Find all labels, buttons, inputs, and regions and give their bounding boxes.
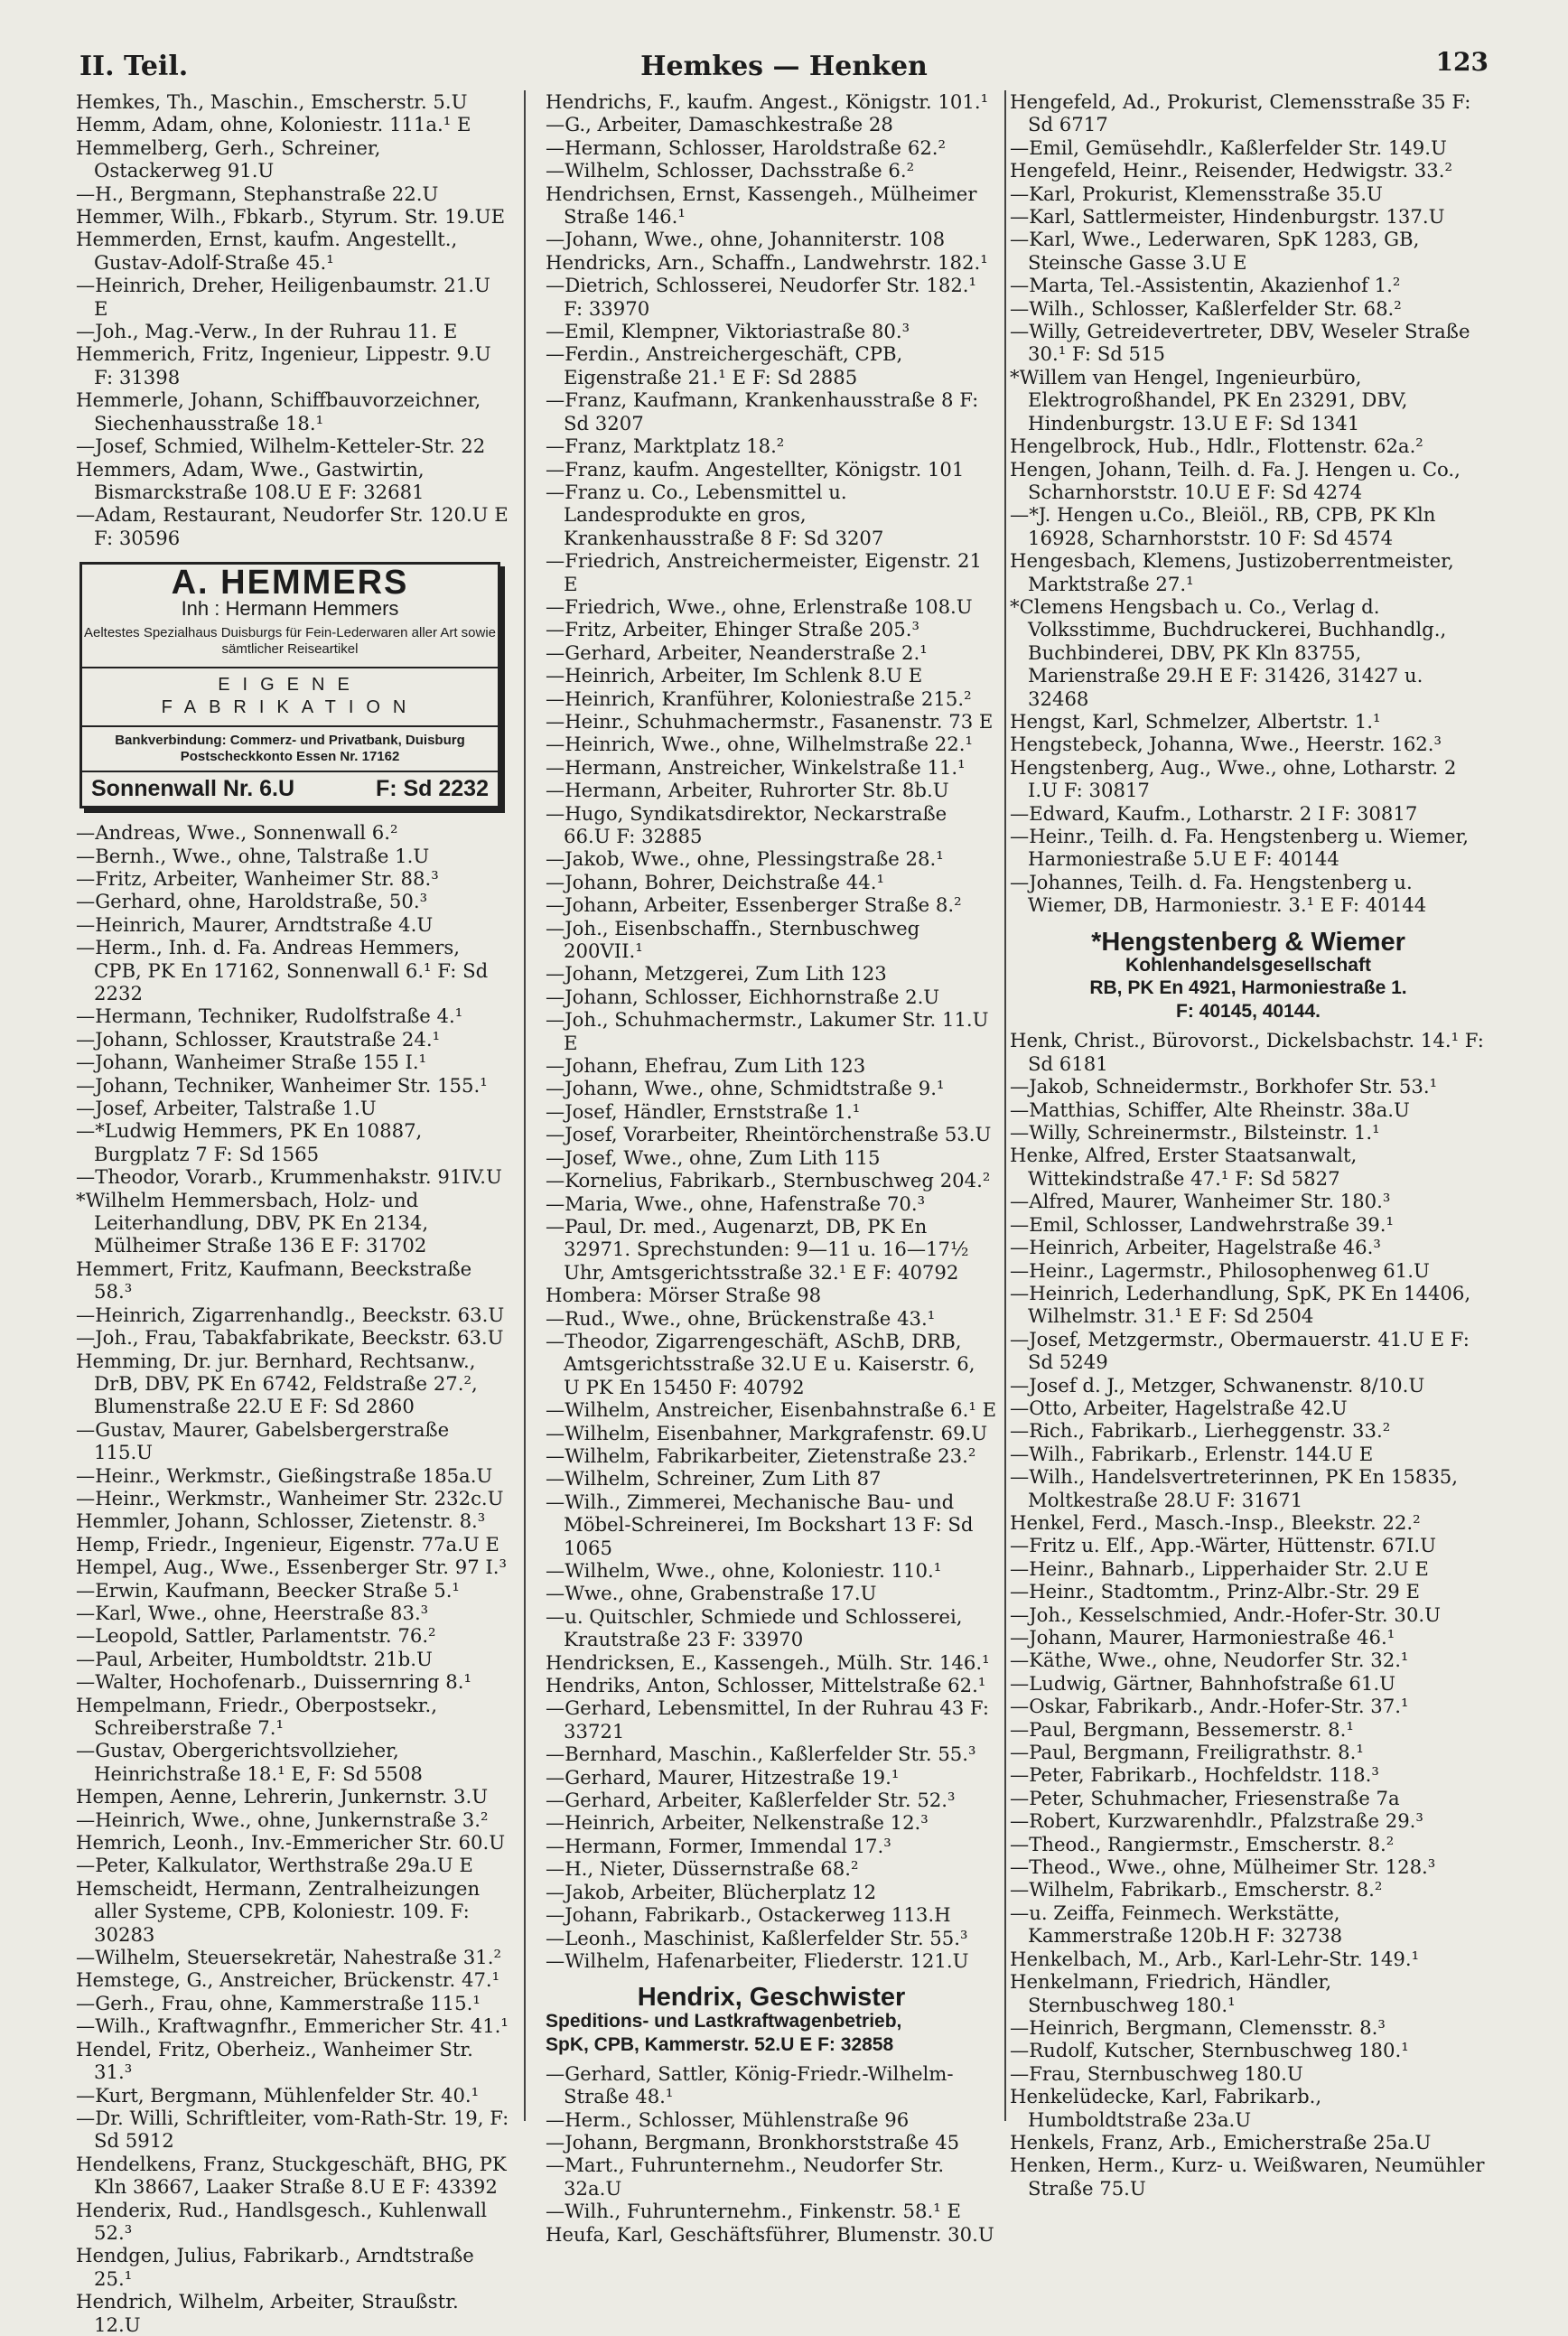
directory-entry: —Wilhelm, Anstreicher, Eisenbahnstraße 6.¹ E <box>546 1398 997 1422</box>
ad-phone: F: Sd 2232 <box>375 775 489 801</box>
directory-entry: —Rich., Fabrikarb., Lierheggenstr. 33.² <box>1010 1419 1391 1443</box>
directory-entry: —Wwe., ohne, Grabenstraße 17.U <box>546 1582 877 1605</box>
directory-entry: —Wilhelm, Fabrikarbeiter, Zietenstraße 23.² <box>546 1444 976 1467</box>
directory-entry: —Josef, Arbeiter, Talstraße 1.U <box>76 1097 377 1120</box>
ad-bank: Bankverbindung: Commerz- und Privatbank, Duisburg Postscheckkonto Essen Nr. 17162 <box>82 727 498 772</box>
directory-entry: —Käthe, Wwe., ohne, Neudorfer Str. 32.¹ <box>1010 1649 1409 1672</box>
directory-entry: —Hermann, Schlosser, Haroldstraße 62.² <box>546 135 947 159</box>
directory-entry: Hemp, Friedr., Ingenieur, Eigenstr. 77a.U E <box>76 1532 499 1556</box>
directory-entry: —Josef, Schmied, Wilhelm-Ketteler-Str. 22 <box>76 434 486 458</box>
directory-entry: Hemscheidt, Hermann, Zentralheizungen aller Systeme, CPB, Koloniestr. 109. F: 30283 <box>76 1876 481 1946</box>
directory-entry: Heufa, Karl, Geschäftsführer, Blumenstr. 30.U <box>546 2222 994 2246</box>
directory-entry: —Gustav, Maurer, Gabelsbergerstraße 115.U <box>76 1417 450 1464</box>
directory-entry: —Maria, Wwe., ohne, Hafenstraße 70.³ <box>546 1191 926 1215</box>
directory-entry: —G., Arbeiter, Damaschkestraße 28 <box>546 113 893 136</box>
directory-entry: —Theod., Rangiermstr., Emscherstr. 8.² <box>1010 1832 1395 1855</box>
directory-entry: Henk, Christ., Bürovorst., Dickelsbachstr. 14.¹ F: Sd 6181 <box>1010 1029 1484 1075</box>
directory-entry: —Willy, Getreidevertreter, DBV, Weseler Straße 30.¹ F: Sd 515 <box>1010 320 1470 366</box>
directory-entry: —Dr. Willi, Schriftleiter, vom-Rath-Str. 19, F: Sd 5912 <box>76 2106 509 2153</box>
directory-entry: —Ferdin., Anstreichergeschäft, CPB, Eigenstraße 21.¹ E F: Sd 2885 <box>546 342 903 388</box>
directory-entry: Hempelmann, Friedr., Oberpostsekr., Schreiberstraße 7.¹ <box>76 1693 438 1739</box>
directory-entry: Hengstenberg, Aug., Wwe., ohne, Lotharstr. 2 I.U F: 30817 <box>1010 755 1457 802</box>
directory-entry: —Johann, Wwe., ohne, Schmidtstraße 9.¹ <box>546 1077 945 1100</box>
column-1 <box>76 90 509 2336</box>
directory-entry: —Joh., Eisenbschaffn., Sternbuschweg 200VII.¹ <box>546 916 920 963</box>
directory-entry: —Heinr., Schuhmachermstr., Fasanenstr. 73 E <box>546 709 994 733</box>
directory-entry: Hemkes, Th., Maschin., Emscherstr. 5.U <box>76 90 468 113</box>
directory-entry: Hendrichs, F., kaufm. Angest., Königstr. 101.¹ <box>546 90 989 113</box>
directory-entry: Henderix, Rud., Handlsgesch., Kuhlenwall 52.³ <box>76 2198 488 2244</box>
directory-entry: —Paul, Arbeiter, Humboldtstr. 21b.U <box>76 1647 433 1670</box>
directory-entry: —Wilh., Handelsvertreterinnen, PK En 15835, Moltkestraße 28.U F: 31671 <box>1010 1465 1459 1511</box>
directory-entry: —Ludwig, Gärtner, Bahnhofstraße 61.U <box>1010 1671 1395 1695</box>
directory-entry: —Gerhard, Maurer, Hitzestraße 19.¹ <box>546 1765 900 1789</box>
directory-entry: —Leopold, Sattler, Parlamentstr. 76.² <box>76 1624 436 1648</box>
directory-entry: —Heinr., Werkmstr., Wanheimer Str. 232c.U <box>76 1486 504 1509</box>
page-header <box>79 47 1489 87</box>
directory-entry: Hengesbach, Klemens, Justizoberrentmeister, Marktstraße 27.¹ <box>1010 549 1454 595</box>
directory-entry: —Jakob, Wwe., ohne, Plessingstraße 28.¹ <box>546 847 944 871</box>
ad-fabrication: EIGENE FABRIKATION <box>82 667 498 727</box>
directory-entry: Hendricksen, E., Kassengeh., Mülh. Str. 146.¹ <box>546 1650 990 1674</box>
directory-entry: Hemmers, Adam, Wwe., Gastwirtin, Bismarckstraße 108.U E F: 32681 <box>76 457 425 503</box>
directory-entry: *Wilhelm Hemmersbach, Holz- und Leiterhandlung, DBV, PK En 2134, Mülheimer Straße 136 E F: 31702 <box>76 1188 429 1257</box>
directory-entry: —Franz, Marktplatz 18.² <box>546 434 785 458</box>
ad-address: Sonnenwall Nr. 6.U <box>91 775 295 801</box>
directory-entry: —Franz, kaufm. Angestellter, Königstr. 101 <box>546 457 965 481</box>
directory-entry: Hemmler, Johann, Schlosser, Zietenstr. 8.³ <box>76 1509 486 1533</box>
directory-entry: Hemmer, Wilh., Fbkarb., Styrum. Str. 19.UE <box>76 205 506 229</box>
directory-entry: —Heinrich, Kranführer, Koloniestraße 215.² <box>546 687 972 710</box>
directory-entry: —Marta, Tel.-Assistentin, Akazienhof 1.² <box>1010 274 1401 297</box>
directory-entry: —Gerh., Frau, ohne, Kammerstraße 115.¹ <box>76 1991 481 2014</box>
directory-entry: Henken, Herm., Kurz- u. Weißwaren, Neumühler Straße 75.U <box>1010 2154 1485 2200</box>
hendrix-line: SpK, CPB, Kammerstr. 52.U E F: 32858 <box>546 2033 894 2055</box>
directory-entry: —Wilhelm, Schreiner, Zum Lith 87 <box>546 1467 882 1490</box>
directory-entry: Henke, Alfred, Erster Staatsanwalt, Wittekindstraße 47.¹ F: Sd 5827 <box>1010 1144 1358 1190</box>
directory-entry: —Wilh., Kraftwagnfhr., Emmericher Str. 41.¹ <box>76 2014 509 2038</box>
directory-entry: —Willy, Schreinermstr., Bilsteinstr. 1.¹ <box>1010 1121 1380 1145</box>
directory-entry: —Bernh., Wwe., ohne, Talstraße 1.U <box>76 844 430 867</box>
ad-company-name: A. HEMMERS <box>171 564 409 603</box>
directory-entry: —Emil, Klempner, Viktoriastraße 80.³ <box>546 320 910 343</box>
directory-entry: —Joh., Kesselschmied, Andr.-Hofer-Str. 30.U <box>1010 1602 1441 1626</box>
directory-entry: —Jakob, Schneidermstr., Borkhofer Str. 53.¹ <box>1010 1075 1438 1098</box>
directory-entry: Hengstebeck, Johanna, Wwe., Heerstr. 162.³ <box>1010 733 1442 756</box>
directory-entry: —Jakob, Arbeiter, Blücherplatz 12 <box>546 1880 877 1903</box>
directory-entry: —Karl, Wwe., ohne, Heerstraße 83.³ <box>76 1601 429 1624</box>
directory-entry: —Wilhelm, Hafenarbeiter, Fliederstr. 121.U <box>546 1948 969 1972</box>
directory-entry: —Wilhelm, Steuersekretär, Nahestraße 31.² <box>76 1946 501 1969</box>
directory-entry: —Theodor, Vorarb., Krummenhakstr. 91IV.U <box>76 1165 502 1189</box>
directory-entry: —Johann, Bergmann, Bronkhorststraße 45 <box>546 2130 960 2154</box>
directory-entry: —Wilh., Zimmerei, Mechanische Bau- und Möbel-Schreinerei, Im Bockshart 13 F: Sd 1065 <box>546 1490 974 1559</box>
directory-entry: Hemrich, Leonh., Inv.-Emmericher Str. 60.U <box>76 1831 506 1855</box>
directory-entry: —*J. Hengen u.Co., Bleiöl., RB, CPB, PK Kln 16928, Scharnhorststr. 10 F: Sd 4574 <box>1010 503 1436 549</box>
directory-entry: Hemmerich, Fritz, Ingenieur, Lippestr. 9.U F: 31398 <box>76 342 491 388</box>
directory-entry: —Wilhelm, Fabrikarb., Emscherstr. 8.² <box>1010 1878 1383 1902</box>
directory-entry: —Heinrich, Wwe., ohne, Junkernstraße 3.² <box>76 1808 489 1831</box>
directory-entry: Hemmert, Fritz, Kaufmann, Beeckstraße 58.³ <box>76 1257 472 1303</box>
directory-entry: —Gustav, Obergerichtsvollzieher, Heinrichstraße 18.¹ E, F: Sd 5508 <box>76 1739 423 1785</box>
directory-entry: —Erwin, Kaufmann, Beecker Straße 5.¹ <box>76 1578 460 1602</box>
directory-entry: —Kurt, Bergmann, Mühlenfelder Str. 40.¹ <box>76 2083 480 2107</box>
directory-entry: —Wilhelm, Eisenbahner, Markgrafenstr. 69.U <box>546 1421 988 1444</box>
hendrix-line: Speditions- und Lastkraftwagenbetrieb, <box>546 2010 902 2032</box>
hengstenberg-line: F: 40145, 40144. <box>1176 1001 1321 1023</box>
directory-entry: —Gerhard, Sattler, König-Friedr.-Wilhelm-Straße 48.¹ <box>546 2061 954 2108</box>
directory-entry: —Johann, Fabrikarb., Ostackerweg 113.H <box>546 1903 951 1927</box>
directory-entry: —Heinr., Stadtomtm., Prinz-Albr.-Str. 29 E <box>1010 1580 1420 1603</box>
ad-owner: Inh : Hermann Hemmers <box>181 596 399 620</box>
directory-entry: *Clemens Hengsbach u. Co., Verlag d. Volksstimme, Buchdruckerei, Buchhandlg., Buchbinderei, DBV, PK Kln 83755, Marienstraße 29.H E F: 31426, 31427 u. 32468 <box>1010 594 1447 710</box>
directory-entry: —Leonh., Maschinist, Kaßlerfelder Str. 55.³ <box>546 1926 968 1949</box>
directory-entry: —Johann, Wanheimer Straße 155 I.¹ <box>76 1051 427 1074</box>
directory-entry: —Hermann, Arbeiter, Ruhrorter Str. 8b.U <box>546 779 949 802</box>
directory-entry: —Joh., Schuhmachermstr., Lakumer Str. 11.U E <box>546 1008 989 1054</box>
directory-entry: Hendel, Fritz, Oberheiz., Wanheimer Str. 31.³ <box>76 2037 473 2084</box>
directory-entry: —Hermann, Techniker, Rudolfstraße 4.¹ <box>76 1004 463 1028</box>
directory-entry: —Kornelius, Fabrikarb., Sternbuschweg 204.² <box>546 1169 991 1192</box>
directory-entry: Hendgen, Julius, Fabrikarb., Arndtstraße 25.¹ <box>76 2244 474 2290</box>
directory-entry: —Peter, Kalkulator, Werthstraße 29a.U E <box>76 1854 473 1877</box>
ad-specialty: Aeltestes Spezialhaus Duisburgs für Fein-Lederwaren aller Art sowie sämtlicher Reiseartikel <box>83 624 497 657</box>
directory-entry: Hendriks, Anton, Schlosser, Mittelstraße 62.¹ <box>546 1674 986 1697</box>
directory-entry: —Edward, Kaufm., Lotharstr. 2 I F: 30817 <box>1010 801 1418 825</box>
directory-entry: —Franz, Kaufmann, Krankenhausstraße 8 F: Sd 3207 <box>546 388 979 434</box>
directory-entry: —Peter, Schuhmacher, Friesenstraße 7a <box>1010 1786 1400 1809</box>
directory-entry: —Wilh., Fuhrunternehm., Finkenstr. 58.¹ E <box>546 2200 961 2223</box>
directory-entry: —Heinrich, Maurer, Arndtstraße 4.U <box>76 912 434 936</box>
directory-entry: Hendelkens, Franz, Stuckgeschäft, BHG, PK Kln 38667, Laaker Straße 8.U E F: 43392 <box>76 2152 507 2199</box>
directory-entry: —Paul, Dr. med., Augenarzt, DB, PK En 32971. Sprechstunden: 9—11 u. 16—17½ Uhr, Amtsgerichtsstraße 32.¹ E F: 40792 <box>546 1214 969 1284</box>
directory-entry: —Franz u. Co., Lebensmittel u. Landesprodukte en gros, Krankenhausstraße 8 F: Sd 3207 <box>546 480 884 549</box>
directory-entry: —Wilh., Schlosser, Kaßlerfelder Str. 68.² <box>1010 296 1402 320</box>
directory-entry: —Fritz, Arbeiter, Wanheimer Str. 88.³ <box>76 866 439 890</box>
directory-entry: Hendricks, Arn., Schaffn., Landwehrstr. 182.¹ <box>546 250 988 274</box>
directory-entry: —Karl, Sattlermeister, Hindenburgstr. 137.U <box>1010 205 1445 229</box>
directory-entry: Hemstege, G., Anstreicher, Brückenstr. 47.¹ <box>76 1968 500 1992</box>
column-2 <box>546 90 997 2246</box>
directory-entry: —Paul, Bergmann, Freiligrathstr. 8.¹ <box>1010 1741 1364 1764</box>
directory-entry: Henkelbach, M., Arb., Karl-Lehr-Str. 149.¹ <box>1010 1947 1420 1970</box>
directory-entry: —Heinrich, Wwe., ohne, Wilhelmstraße 22.¹ <box>546 733 973 756</box>
directory-entry: —Wilhelm, Schlosser, Dachsstraße 6.² <box>546 159 915 182</box>
directory-entry: —Johann, Metzgerei, Zum Lith 123 <box>546 962 887 986</box>
directory-entry: —Paul, Bergmann, Bessemerstr. 8.¹ <box>1010 1717 1354 1741</box>
directory-entry: —Joh., Frau, Tabakfabrikate, Beeckstr. 63.U <box>76 1326 504 1350</box>
directory-entry: —Johannes, Teilh. d. Fa. Hengstenberg u. Wiemer, DB, Harmoniestr. 3.¹ E F: 40144 <box>1010 870 1427 917</box>
directory-entry: —u. Quitschler, Schmiede und Schlosserei, Krautstraße 23 F: 33970 <box>546 1604 963 1651</box>
running-title: Hemkes — Henken <box>640 51 928 82</box>
directory-entry: —Emil, Schlosser, Landwehrstraße 39.¹ <box>1010 1212 1395 1236</box>
directory-entry: —Heinrich, Arbeiter, Hagelstraße 46.³ <box>1010 1236 1381 1259</box>
hendrix-listing <box>546 1983 997 2056</box>
directory-entry: —Joh., Mag.-Verw., In der Ruhrau 11. E <box>76 320 458 343</box>
directory-entry: Henkels, Franz, Arb., Emicherstraße 25a.U <box>1010 2130 1432 2154</box>
directory-entry: —Alfred, Maurer, Wanheimer Str. 180.³ <box>1010 1190 1391 1213</box>
directory-entry: —Wilhelm, Wwe., ohne, Koloniestr. 110.¹ <box>546 1559 942 1582</box>
directory-entry: Hombera: Mörser Straße 98 <box>546 1284 822 1307</box>
directory-entry: Hempen, Aenne, Lehrerin, Junkernstr. 3.U <box>76 1785 489 1808</box>
directory-entry: Henkel, Ferd., Masch.-Insp., Bleekstr. 22.² <box>1010 1510 1421 1534</box>
directory-entry: —Oskar, Fabrikarb., Andr.-Hofer-Str. 37.¹ <box>1010 1695 1409 1718</box>
directory-entry: —H., Bergmann, Stephanstraße 22.U <box>76 182 439 205</box>
directory-entry: Henkelüdecke, Karl, Fabrikarb., Humboldtstraße 23a.U <box>1010 2085 1322 2131</box>
directory-entry: —Heinr., Werkmstr., Gießingstraße 185a.U <box>76 1463 493 1487</box>
directory-entry: —Heinrich, Arbeiter, Nelkenstraße 12.³ <box>546 1811 929 1835</box>
directory-entry: —Herm., Schlosser, Mühlenstraße 96 <box>546 2107 910 2131</box>
hengstenberg-title: *Hengstenberg & Wiemer <box>1091 927 1405 957</box>
directory-entry: —Fritz, Arbeiter, Ehinger Straße 205.³ <box>546 618 919 641</box>
directory-entry: Hengelbrock, Hub., Hdlr., Flottenstr. 62a.² <box>1010 434 1423 458</box>
directory-entry: —Hermann, Former, Immendal 17.³ <box>546 1834 891 1857</box>
directory-entry: —Karl, Prokurist, Klemensstraße 35.U <box>1010 182 1383 205</box>
directory-entry: —Gerhard, Arbeiter, Neanderstraße 2.¹ <box>546 640 928 664</box>
directory-entry: —Johann, Arbeiter, Essenberger Straße 8.² <box>546 893 962 917</box>
directory-entry: —Otto, Arbeiter, Hagelstraße 42.U <box>1010 1396 1348 1419</box>
directory-entry: —Frau, Sternbuschweg 180.U <box>1010 2061 1303 2085</box>
directory-entry: Hengen, Johann, Teilh. d. Fa. J. Hengen u. Co., Scharnhorststr. 10.U E F: Sd 4274 <box>1010 457 1461 503</box>
directory-entry: —Johann, Techniker, Wanheimer Str. 155.¹ <box>76 1073 488 1097</box>
directory-entry: —Heinrich, Zigarrenhandlg., Beeckstr. 63.U <box>76 1303 505 1326</box>
directory-entry: Henkelmann, Friedrich, Händler, Sternbuschweg 180.¹ <box>1010 1970 1332 2016</box>
directory-entry: Hemming, Dr. jur. Bernhard, Rechtsanw., DrB, DBV, PK En 6742, Feldstraße 27.², Blumenstraße 22.U E F: Sd 2860 <box>76 1349 478 1418</box>
directory-entry: —Walter, Hochofenarb., Duissernring 8.¹ <box>76 1670 471 1694</box>
directory-entry: Hempel, Aug., Wwe., Essenberger Str. 97 I.³ <box>76 1556 508 1579</box>
directory-entry: —Johann, Ehefrau, Zum Lith 123 <box>546 1054 866 1078</box>
page-number: 123 <box>1435 47 1489 77</box>
directory-entry: —Heinrich, Lederhandlung, SpK, PK En 14406, Wilhelmstr. 31.¹ E F: Sd 2504 <box>1010 1281 1471 1328</box>
hengstenberg-subtitle: Kohlenhandelsgesellschaft <box>1125 955 1371 976</box>
directory-entry: —Rud., Wwe., ohne, Brückenstraße 43.¹ <box>546 1306 936 1330</box>
directory-entry: —*Ludwig Hemmers, PK En 10887, Burgplatz 7 F: Sd 1565 <box>76 1119 423 1165</box>
directory-entry: —u. Zeiffa, Feinmech. Werkstätte, Kammerstraße 120b.H F: 32738 <box>1010 1901 1343 1948</box>
directory-entry: —Andreas, Wwe., Sonnenwall 6.² <box>76 821 398 845</box>
hemmers-advertisement <box>79 562 500 808</box>
column-3 <box>1010 90 1487 2200</box>
directory-entry: —Johann, Schlosser, Krautstraße 24.¹ <box>76 1027 441 1051</box>
directory-entry: —Gerhard, ohne, Haroldstraße, 50.³ <box>76 890 428 913</box>
directory-entry: —Theodor, Zigarrengeschäft, ASchB, DRB, Amtsgerichtsstraße 32.U E u. Kaiserstr. 6, U PK En 15450 F: 40792 <box>546 1329 975 1398</box>
directory-entry: —Matthias, Schiffer, Alte Rheinstr. 38a.U <box>1010 1098 1410 1121</box>
directory-entry: Hengst, Karl, Schmelzer, Albertstr. 1.¹ <box>1010 709 1381 733</box>
directory-entry: —Josef, Wwe., ohne, Zum Lith 115 <box>546 1145 881 1169</box>
directory-entry: —Bernhard, Maschin., Kaßlerfelder Str. 55.³ <box>546 1743 976 1766</box>
directory-entry: —Robert, Kurzwarenhdlr., Pfalzstraße 29.³ <box>1010 1809 1423 1833</box>
directory-entry: Hemmerle, Johann, Schiffbauvorzeichner, Siechenhausstraße 18.¹ <box>76 388 481 434</box>
directory-entry: —Josef, Vorarbeiter, Rheintörchenstraße 53.U <box>546 1123 992 1146</box>
directory-entry: Hendrich, Wilhelm, Arbeiter, Straußstr. 12.U <box>76 2290 459 2336</box>
directory-entry: —Josef, Händler, Ernststraße 1.¹ <box>546 1099 861 1123</box>
directory-entry: —Adam, Restaurant, Neudorfer Str. 120.U E F: 30596 <box>76 503 509 549</box>
directory-entry: —Herm., Inh. d. Fa. Andreas Hemmers, CPB, PK En 17162, Sonnenwall 6.¹ F: Sd 2232 <box>76 936 489 1004</box>
directory-entry: Hengefeld, Heinr., Reisender, Hedwigstr. 33.² <box>1010 159 1452 182</box>
directory-entry: —Friedrich, Anstreichermeister, Eigenstr. 21 E <box>546 549 982 595</box>
directory-entry: —Heinr., Teilh. d. Fa. Hengstenberg u. Wiemer, Harmoniestraße 5.U E F: 40144 <box>1010 825 1470 871</box>
directory-entry: *Willem van Hengel, Ingenieurbüro, Elektrogroßhandel, PK En 23291, DBV, Hindenburgstr. 13.U E F: Sd 1341 <box>1010 365 1408 434</box>
directory-entry: —Peter, Fabrikarb., Hochfeldstr. 118.³ <box>1010 1763 1379 1787</box>
directory-entry: Hemmerden, Ernst, kaufm. Angestellt., Gustav-Adolf-Straße 45.¹ <box>76 228 458 274</box>
directory-entry: —Johann, Bohrer, Deichstraße 44.¹ <box>546 870 884 893</box>
directory-entry: —Dietrich, Schlosserei, Neudorfer Str. 182.¹ F: 33970 <box>546 274 977 320</box>
directory-entry: —Emil, Gemüsehdlr., Kaßlerfelder Str. 149.U <box>1010 135 1447 159</box>
directory-entry: —Fritz u. Elf., App.-Wärter, Hüttenstr. 67I.U <box>1010 1534 1436 1557</box>
directory-entry: —Johann, Schlosser, Eichhornstraße 2.U <box>546 985 940 1008</box>
directory-entry: Hendrichsen, Ernst, Kassengeh., Mülheimer Straße 146.¹ <box>546 182 977 229</box>
directory-entry: —Karl, Wwe., Lederwaren, SpK 1283, GB, Steinsche Gasse 3.U E <box>1010 228 1420 274</box>
directory-entry: Hemm, Adam, ohne, Koloniestr. 111a.¹ E <box>76 113 471 136</box>
hengstenberg-line: RB, PK En 4921, Harmoniestraße 1. <box>1089 977 1407 999</box>
directory-entry: —Heinr., Bahnarb., Lipperhaider Str. 2.U E <box>1010 1556 1429 1580</box>
directory-entry: —Gerhard, Arbeiter, Kaßlerfelder Str. 52.³ <box>546 1789 956 1812</box>
directory-entry: —Gerhard, Lebensmittel, In der Ruhrau 43 F: 33721 <box>546 1696 990 1743</box>
directory-entry: —Friedrich, Wwe., ohne, Erlenstraße 108.U <box>546 594 973 618</box>
directory-entry: —Heinrich, Arbeiter, Im Schlenk 8.U E <box>546 664 923 687</box>
directory-entry: —Rudolf, Kutscher, Sternbuschweg 180.¹ <box>1010 2039 1409 2062</box>
directory-entry: —Josef d. J., Metzger, Schwanenstr. 8/10.U <box>1010 1373 1425 1397</box>
directory-entry: —Heinrich, Dreher, Heiligenbaumstr. 21.U E <box>76 274 490 320</box>
directory-entry: —Johann, Wwe., ohne, Johanniterstr. 108 <box>546 228 946 251</box>
directory-entry: —Theod., Wwe., ohne, Mülheimer Str. 128.³ <box>1010 1855 1436 1879</box>
hendrix-title: Hendrix, Geschwister <box>637 1983 906 2013</box>
directory-entry: —Heinrich, Bergmann, Clemensstr. 8.³ <box>1010 2015 1386 2039</box>
column-divider <box>1004 90 1006 2121</box>
directory-entry: Hengefeld, Ad., Prokurist, Clemensstraße 35 F: Sd 6717 <box>1010 90 1471 136</box>
ad-address-row <box>82 772 498 806</box>
section-label: II. Teil. <box>79 51 189 82</box>
directory-entry: —Heinr., Lagermstr., Philosophenweg 61.U <box>1010 1258 1430 1282</box>
directory-entry: —Mart., Fuhrunternehm., Neudorfer Str. 32a.U <box>546 2154 945 2200</box>
directory-entry: —Hermann, Anstreicher, Winkelstraße 11.¹ <box>546 755 966 779</box>
directory-entry: —Hugo, Syndikatsdirektor, Neckarstraße 66.U F: 32885 <box>546 801 947 847</box>
directory-entry: —H., Nieter, Düssernstraße 68.² <box>546 1857 859 1881</box>
column-divider <box>524 90 526 2121</box>
directory-entry: Hemmelberg, Gerh., Schreiner, Ostackerweg 91.U <box>76 135 381 182</box>
hengstenberg-listing <box>1010 927 1487 1024</box>
directory-entry: —Johann, Maurer, Harmoniestraße 46.¹ <box>1010 1626 1395 1649</box>
directory-entry: —Wilh., Fabrikarb., Erlenstr. 144.U E <box>1010 1442 1374 1465</box>
directory-entry: —Josef, Metzgermstr., Obermauerstr. 41.U E F: Sd 5249 <box>1010 1327 1470 1374</box>
